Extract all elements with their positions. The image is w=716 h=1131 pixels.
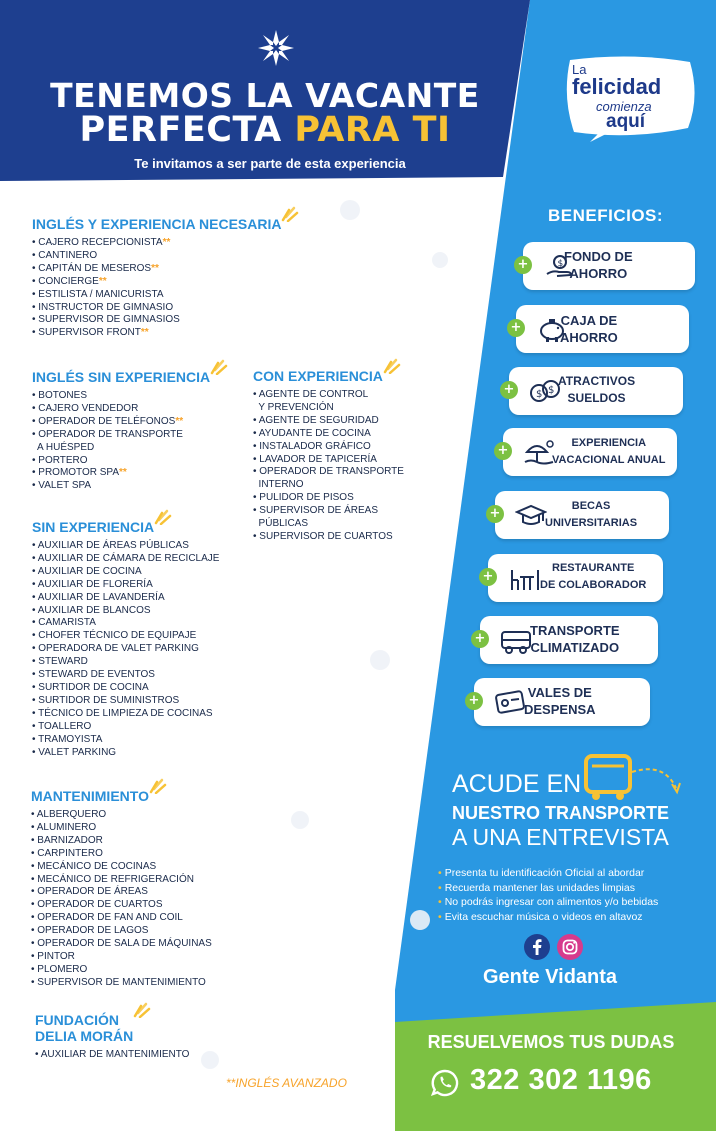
job-item: [253, 428, 404, 441]
job-item: [32, 480, 210, 493]
job-item-text: • OPERADOR DE FAN AND COIL: [31, 912, 183, 924]
job-item: [32, 695, 219, 708]
benefit-label: [540, 560, 646, 594]
plus-icon: +: [479, 568, 497, 586]
job-item-text: • OPERADOR DE ÁREAS: [31, 886, 148, 898]
job-item: [32, 592, 219, 605]
plus-icon: +: [486, 505, 504, 523]
job-item-text: • AYUDANTE DE COCINA: [253, 427, 371, 439]
instagram-icon[interactable]: [557, 934, 583, 960]
job-item: [32, 553, 219, 566]
job-item-text: • AUXILIAR DE LAVANDERÍA: [32, 591, 165, 603]
advanced-english-mark: **: [175, 415, 184, 427]
job-item-text: • PLOMERO: [31, 963, 88, 975]
headline-line-1: TENEMOS LA VACANTE: [50, 76, 480, 115]
headline-white-part: PERFECTA: [79, 110, 295, 150]
accent-spark-icon: [210, 359, 228, 375]
job-item-text: A HUÉSPED: [32, 441, 95, 453]
job-item: [32, 302, 281, 315]
job-item-text: • SUPERVISOR DE GIMNASIOS: [32, 314, 180, 326]
badge-la: La: [572, 62, 587, 77]
job-list: [32, 540, 219, 759]
job-item: [32, 721, 219, 734]
job-item-text: • VALET SPA: [32, 480, 92, 492]
advanced-english-mark: **: [151, 262, 159, 274]
job-item: [31, 951, 212, 964]
job-item-text: • PULIDOR DE PISOS: [253, 492, 354, 504]
job-item: [253, 454, 404, 467]
job-list: [32, 390, 210, 493]
job-item: [32, 250, 281, 263]
brand-gente-vidanta: Gente Vidanta: [482, 966, 618, 988]
section-sin-experiencia: [32, 517, 219, 759]
section-title: [32, 519, 154, 535]
footnote-ingles-avanzado: **INGLÉS AVANZADO: [226, 1076, 347, 1090]
badge-felicidad: felicidad: [572, 74, 662, 99]
section-title: [253, 368, 383, 384]
benefit-label: [530, 622, 620, 656]
advanced-english-mark: **: [98, 275, 107, 287]
section-title-text: SIN EXPERIENCIA: [32, 519, 155, 535]
job-item-text: • OPERADORA DE VALET PARKING: [32, 643, 199, 655]
job-item: [253, 479, 404, 492]
svg-text:$: $: [557, 259, 564, 269]
job-item-text: • SUPERVISOR DE CUARTOS: [253, 530, 393, 542]
job-item: [32, 630, 219, 643]
happiness-badge: [560, 52, 700, 142]
beach-umbrella-icon: [523, 438, 555, 466]
bullet-dot: •: [438, 896, 442, 908]
job-item: [32, 708, 219, 721]
job-item-text: • AGENTE DE CONTROL: [253, 389, 369, 400]
benefits-title: BENEFICIOS:: [548, 206, 664, 225]
job-item: [31, 874, 212, 887]
benefit-label-line-2: UNIVERSITARIAS: [545, 517, 638, 529]
job-item-text: • SURTIDOR DE COCINA: [32, 681, 149, 693]
job-item: [31, 964, 212, 977]
job-item: [253, 492, 404, 505]
job-item: [35, 1049, 189, 1062]
job-item-text: • AGENTE DE SEGURIDAD: [253, 414, 379, 426]
section-title: [31, 788, 149, 804]
job-item-text: • PINTOR: [31, 950, 75, 962]
job-item: [253, 441, 404, 454]
cta-note: [438, 910, 658, 925]
plus-icon: +: [471, 630, 489, 648]
benefit-label-line-1: CAJA DE: [560, 313, 618, 328]
bullet-dot: •: [438, 881, 442, 894]
job-item: [32, 734, 219, 747]
job-item-text: • OPERADOR DE TRANSPORTE: [32, 428, 183, 440]
cta-note: [438, 895, 658, 910]
job-item-text: • CAJERO VENDEDOR: [32, 402, 139, 414]
benefit-label-line-1: RESTAURANTE: [552, 562, 635, 574]
benefit-card: [517, 242, 695, 290]
job-item-text: • MECÁNICO DE REFRIGERACIÓN: [31, 873, 194, 885]
accent-spark-icon: [154, 509, 172, 525]
job-list: [35, 1049, 189, 1062]
section-mantenimiento: [31, 786, 212, 990]
job-item: [253, 415, 404, 428]
job-item-text: • ALUMINERO: [31, 821, 97, 833]
bus-icon: [584, 752, 684, 812]
section-title: [32, 369, 210, 385]
job-item: [31, 848, 212, 861]
job-item: [31, 912, 212, 925]
job-item-text: • CHOFER TÉCNICO DE EQUIPAJE: [32, 630, 197, 642]
job-list: [253, 389, 404, 544]
job-item: [31, 925, 212, 938]
job-item-text: • INSTRUCTOR DE GIMNASIO: [32, 301, 174, 313]
job-item: [31, 822, 212, 835]
benefit-card: [482, 554, 663, 602]
cta-note-text: No podrás ingresar con alimentos y/o bebidas: [444, 896, 659, 908]
job-item: [253, 505, 404, 518]
whatsapp-icon[interactable]: [430, 1068, 460, 1098]
job-item-text: • TRAMOYISTA: [32, 733, 103, 745]
cta-note-text: Presenta tu identificación Oficial al abordar: [444, 867, 645, 879]
job-item: [31, 835, 212, 848]
job-item: [32, 416, 210, 429]
plus-icon: +: [494, 442, 512, 460]
accent-spark-icon: [133, 1002, 151, 1018]
job-item: [253, 518, 404, 531]
section-title-text-2: DELIA MORÁN: [35, 1028, 134, 1044]
flower-star-logo-icon: [256, 28, 296, 68]
job-item: [32, 467, 210, 480]
section-title: [32, 216, 281, 232]
benefit-label-line-1: ATRACTIVOS: [558, 374, 636, 388]
section-title-text: INGLÉS Y EXPERIENCIA NECESARIA: [32, 216, 282, 232]
job-list: [31, 809, 212, 990]
job-item-text: • MECÁNICO DE COCINAS: [31, 860, 157, 872]
bullet-dot: •: [438, 910, 442, 923]
job-item-text: • PORTERO: [32, 454, 88, 466]
benefit-label-line-2: DESPENSA: [524, 702, 596, 717]
job-item-text: • CARPINTERO: [31, 847, 103, 859]
benefit-label-line-2: DE COLABORADOR: [540, 579, 647, 591]
job-item-text: • ESTILISTA / MANICURISTA: [32, 288, 164, 300]
section-title-text: CON EXPERIENCIA: [253, 368, 383, 384]
job-item-text: • INSTALADOR GRÁFICO: [253, 440, 371, 452]
job-item: [32, 403, 210, 416]
bullet-dot: •: [438, 867, 442, 879]
job-item: [31, 899, 212, 912]
job-item-text: INTERNO: [253, 479, 304, 491]
job-item: [32, 747, 219, 760]
facebook-icon[interactable]: [524, 934, 550, 960]
benefit-label-line-1: BECAS: [571, 500, 611, 512]
job-item-text: • AUXILIAR DE FLORERÍA: [32, 578, 153, 590]
job-item-text: Y PREVENCIÓN: [253, 401, 334, 413]
section-title-text: FUNDACIÓN: [35, 1012, 119, 1028]
badge-aqui: aquí: [606, 111, 646, 132]
job-item-text: • CAPITÁN DE MESEROS: [32, 262, 152, 274]
headline-line-2: [0, 110, 530, 150]
job-item-text: • SUPERVISOR FRONT: [32, 327, 141, 339]
job-item-text: • AUXILIAR DE MANTENIMIENTO: [35, 1049, 190, 1060]
job-item-text: PÚBLICAS: [253, 518, 309, 530]
job-item-text: • SUPERVISOR DE ÁREAS: [253, 505, 379, 517]
svg-text:$: $: [536, 389, 543, 400]
job-item-text: • OPERADOR DE SALA DE MÁQUINAS: [31, 938, 212, 950]
section-ingles-sin-experiencia: [32, 367, 210, 493]
advanced-english-mark: **: [140, 327, 149, 339]
job-item-text: • CAMARISTA: [32, 617, 96, 629]
benefit-label: [552, 435, 665, 469]
job-item: [32, 289, 281, 302]
job-item: [32, 579, 219, 592]
accent-spark-icon: [281, 206, 299, 222]
plus-icon: +: [514, 256, 532, 274]
job-item: [31, 886, 212, 899]
job-item: [253, 402, 404, 415]
contact-phone[interactable]: 322 302 1196: [470, 1064, 652, 1096]
section-title-text: INGLÉS SIN EXPERIENCIA: [32, 369, 211, 385]
cta-note: [438, 881, 658, 896]
benefit-label: [524, 684, 596, 718]
job-item: [32, 682, 219, 695]
benefit-label-line-2: SUELDOS: [567, 391, 626, 405]
job-item-text: • CONCIERGE: [32, 275, 99, 287]
job-item: [31, 809, 212, 822]
section-title: [35, 1012, 133, 1044]
job-item: [32, 263, 281, 276]
job-item-text: • AUXILIAR DE ÁREAS PÚBLICAS: [32, 540, 189, 551]
job-item-text: • LAVADOR DE TAPICERÍA: [253, 453, 377, 465]
section-ingles-experiencia: [32, 214, 281, 340]
plus-icon: +: [500, 381, 518, 399]
benefit-label-line-2: AHORRO: [569, 266, 628, 281]
benefit-label: [545, 498, 637, 532]
advanced-english-mark: **: [119, 467, 127, 479]
job-item: [32, 540, 219, 553]
job-item: [32, 656, 219, 669]
benefit-card: [489, 491, 669, 539]
job-item-text: • STEWARD DE EVENTOS: [32, 669, 155, 681]
job-item-text: • TÉCNICO DE LIMPIEZA DE COCINAS: [32, 707, 213, 719]
restaurant-table-icon: [508, 564, 540, 592]
header-subtitle: Te invitamos a ser parte de esta experiencia: [134, 156, 406, 171]
benefit-label: [558, 373, 635, 407]
job-item: [32, 455, 210, 468]
job-item-text: • PROMOTOR SPA: [32, 467, 120, 479]
job-item: [32, 605, 219, 618]
accent-spark-icon: [383, 358, 401, 374]
plus-icon: +: [465, 692, 483, 710]
benefit-label-line-1: VALES DE: [527, 685, 592, 700]
job-item: [253, 531, 404, 544]
coins-icon: [529, 377, 561, 405]
job-item-text: • AUXILIAR DE COCINA: [32, 565, 142, 577]
benefit-card: [468, 678, 650, 726]
graduation-cap-icon: [515, 501, 547, 529]
job-item-text: • SURTIDOR DE SUMINISTROS: [32, 694, 180, 706]
benefit-label-line-2: AHORRO: [560, 330, 618, 345]
benefit-card: [474, 616, 658, 664]
job-item-text: • VALET PARKING: [32, 746, 117, 758]
job-item: [32, 617, 219, 630]
section-fundacion: [35, 1012, 189, 1062]
job-item: [32, 276, 281, 289]
accent-spark-icon: [149, 778, 167, 794]
job-item-text: • ALBERQUERO: [31, 809, 107, 820]
cta-line-2: NUESTRO TRANSPORTE: [452, 803, 670, 823]
cta-line-1: ACUDE EN: [452, 770, 582, 798]
job-item-text: • AUXILIAR DE BLANCOS: [32, 604, 151, 616]
job-item: [32, 442, 210, 455]
benefit-card: [497, 428, 677, 476]
cta-line-3: A UNA ENTREVISTA: [452, 824, 669, 850]
cta-notes: [438, 866, 658, 924]
job-item-text: • BOTONES: [32, 390, 87, 401]
job-item-text: • CAJERO RECEPCIONISTA: [32, 237, 163, 248]
job-item: [253, 466, 404, 479]
job-item-text: • OPERADOR DE CUARTOS: [31, 899, 163, 911]
job-item-text: • AUXILIAR DE CÁMARA DE RECICLAJE: [32, 552, 220, 564]
benefit-label: [564, 248, 633, 282]
badge-comienza: comienza: [596, 99, 652, 114]
svg-text:$: $: [548, 385, 555, 396]
job-item: [32, 669, 219, 682]
job-item-text: • OPERADOR DE TRANSPORTE: [253, 466, 404, 478]
voucher-card-icon: [494, 688, 526, 716]
job-item: [32, 643, 219, 656]
benefit-card: [503, 367, 683, 415]
benefit-card: [510, 305, 689, 353]
section-title-text: MANTENIMIENTO: [31, 788, 149, 804]
benefit-label-line-1: EXPERIENCIA: [571, 437, 647, 449]
benefit-label-line-2: CLIMATIZADO: [530, 640, 620, 655]
job-item: [32, 327, 281, 340]
plus-icon: +: [507, 319, 525, 337]
job-item: [32, 566, 219, 579]
cta-note-text: Recuerda mantener las unidades limpias: [444, 881, 635, 894]
job-item: [31, 977, 212, 990]
job-item-text: • OPERADOR DE TELÉFONOS: [32, 415, 176, 427]
job-item: [253, 389, 404, 402]
job-item-text: • CANTINERO: [32, 249, 98, 261]
headline-yellow-part: PARA TI: [294, 110, 451, 150]
job-item-text: • OPERADOR DE LAGOS: [31, 925, 149, 937]
benefit-label-line-1: FONDO DE: [564, 249, 633, 264]
job-item: [31, 938, 212, 951]
job-list: [32, 237, 281, 340]
cta-note: [438, 866, 658, 881]
job-item-text: • SUPERVISOR DE MANTENIMIENTO: [31, 976, 206, 988]
benefit-label: [560, 312, 618, 346]
job-item: [32, 429, 210, 442]
job-item: [32, 314, 281, 327]
benefit-label-line-2: VACACIONAL ANUAL: [552, 454, 666, 466]
advanced-english-mark: **: [162, 237, 171, 248]
job-item-text: • STEWARD: [32, 656, 88, 668]
section-con-experiencia: [253, 366, 404, 544]
contact-title: RESUELVEMOS TUS DUDAS: [427, 1032, 675, 1052]
benefit-label-line-1: TRANSPORTE: [530, 623, 620, 638]
job-item-text: • TOALLERO: [32, 720, 92, 732]
cta-note-text: Evita escuchar música o videos en altavoz: [444, 910, 643, 923]
job-item: [31, 861, 212, 874]
job-item: [32, 390, 210, 403]
bus-icon: [500, 626, 532, 654]
job-item: [32, 237, 281, 250]
job-item-text: • BARNIZADOR: [31, 834, 103, 846]
